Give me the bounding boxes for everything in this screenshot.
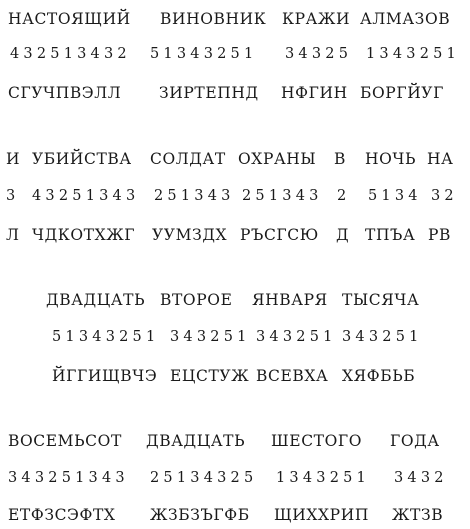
plain-word: СОЛДАТ <box>150 150 226 168</box>
key-line <box>0 465 470 491</box>
key-line <box>0 183 470 209</box>
key-digits: 25134325 <box>150 470 258 486</box>
plain-word: ГОДА <box>390 432 440 450</box>
key-digits: 51343251 <box>52 329 160 345</box>
cipher-word: Д <box>336 226 350 244</box>
cipher-word: БОРГЙУГ <box>360 84 444 102</box>
key-digits: 343251 <box>342 329 423 345</box>
key-digits: 1343251 <box>366 46 460 62</box>
plain-word: ШЕСТОГО <box>271 432 363 450</box>
plain-word: КРАЖИ <box>282 10 351 28</box>
plain-line <box>0 428 470 454</box>
key-digits: 43251343 <box>32 188 140 204</box>
cipher-word: ЖТЗВ <box>392 506 444 524</box>
key-digits: 34325 <box>285 46 353 62</box>
key-line <box>0 41 470 67</box>
cipher-line <box>0 80 470 106</box>
cipher-word: ЕТФЗСЭФТХ <box>8 506 116 524</box>
cipher-line <box>0 222 470 248</box>
cipher-word: РВ <box>428 226 452 244</box>
plain-word: НА <box>427 150 454 168</box>
key-digits: 2 <box>337 188 351 204</box>
plain-word: ДВАДЦАТЬ <box>46 291 146 309</box>
cipher-word: ЕЦСТУЖ <box>170 367 250 385</box>
plain-line <box>0 146 470 172</box>
plain-word: НАСТОЯЩИЙ <box>8 10 131 28</box>
key-digits: 343251 <box>256 329 337 345</box>
plain-word: В <box>334 150 346 168</box>
cipher-word: ЖЗБЗЪГФБ <box>150 506 250 524</box>
key-line <box>0 324 470 350</box>
key-digits: 32 <box>431 188 458 204</box>
plain-word: ВОСЕМЬСОТ <box>8 432 122 450</box>
plain-line <box>0 287 470 313</box>
key-digits: 51343251 <box>150 46 258 62</box>
plain-word: И <box>6 150 21 168</box>
plain-line <box>0 6 470 32</box>
key-digits: 1343251 <box>276 470 370 486</box>
cipher-word: Л <box>6 226 20 244</box>
cipher-word: РЪСГСЮ <box>240 226 319 244</box>
cipher-word: ХЯФБЬБ <box>342 367 416 385</box>
key-digits: 5134 <box>368 188 422 204</box>
cipher-word: ЧДКОТХЖГ <box>32 226 136 244</box>
plain-word: ВТОРОЕ <box>160 291 233 309</box>
key-digits: 343251 <box>170 329 251 345</box>
key-digits: 251343 <box>242 188 323 204</box>
plain-word: ВИНОВНИК <box>160 10 267 28</box>
key-digits: 251343 <box>154 188 235 204</box>
cipher-word: ЙГГИЩВЧЭ <box>52 367 158 385</box>
cipher-line <box>0 363 470 389</box>
plain-word: ОХРАНЫ <box>238 150 317 168</box>
key-digits: 343251343 <box>8 470 129 486</box>
cipher-word: ЗИРТЕПНД <box>159 84 259 102</box>
plain-word: НОЧЬ <box>365 150 417 168</box>
cipher-word: НФГИН <box>281 84 348 102</box>
cipher-word: ТПЪА <box>365 226 416 244</box>
cipher-word: ЩИХХРИП <box>274 506 369 524</box>
cipher-line <box>0 502 470 528</box>
cipher-word: ВСЕВХА <box>256 367 329 385</box>
plain-word: ТЫСЯЧА <box>342 291 420 309</box>
plain-word: АЛМАЗОВ <box>360 10 451 28</box>
plain-word: ЯНВАРЯ <box>252 291 328 309</box>
key-digits: 3 <box>6 188 20 204</box>
plain-word: ДВАДЦАТЬ <box>146 432 246 450</box>
plain-word: УБИЙСТВА <box>32 150 132 168</box>
cipher-word: УУМЗДХ <box>152 226 228 244</box>
key-digits: 3432 <box>394 470 448 486</box>
key-digits: 432513432 <box>10 46 131 62</box>
cipher-word: СГУЧПВЭЛЛ <box>8 84 122 102</box>
